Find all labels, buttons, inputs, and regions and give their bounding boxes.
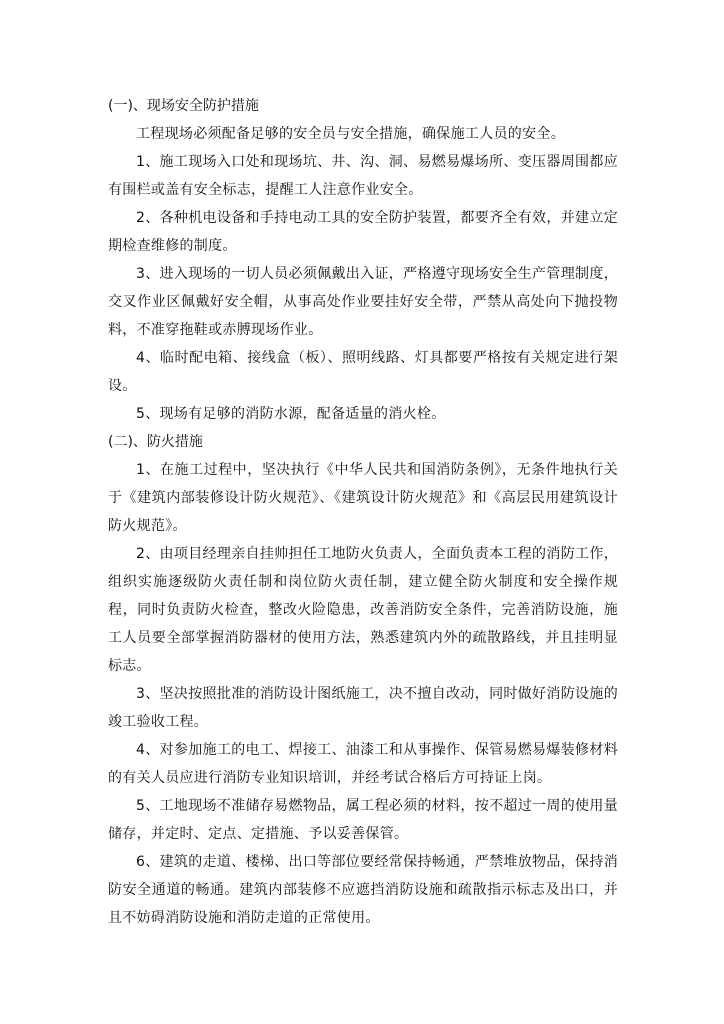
- paragraph: 5、现场有足够的消防水源，配备适量的消火栓。: [136, 406, 446, 422]
- paragraph: 2、各种机电设备和手持电动工具的安全防护装置，都要齐全有效，并建立定期检查维修的制度。: [108, 210, 618, 254]
- paragraph: 工程现场必须配备足够的安全员与安全措施，确保施工人员的安全。: [136, 126, 565, 142]
- paragraph: 4、对参加施工的电工、焊接工、油漆工和从事操作、保管易燃易爆装修材料的有关人员应进行消防专业知识培训，并经考试合格后方可持证上岗。: [108, 742, 618, 786]
- paragraph: 5、工地现场不准储存易燃物品，属工程必须的材料，按不超过一周的使用量储存，并定时、定点、定措施、予以妥善保管。: [108, 798, 618, 842]
- document-body: [108, 92, 618, 932]
- paragraph: 1、在施工过程中，坚决执行《中华人民共和国消防条例》，无条件地执行关于《建筑内部装修设计防火规范》、《建筑设计防火规范》和《高层民用建筑设计防火规范》。: [108, 462, 618, 534]
- section-heading-site-safety: (一)、现场安全防护措施: [108, 98, 259, 114]
- paragraph: 1、施工现场入口处和现场坑、井、沟、洞、易燃易爆场所、变压器周围都应有围栏或盖有安全标志，提醒工人注意作业安全。: [108, 154, 618, 198]
- paragraph: 4、临时配电箱、接线盒（板）、照明线路、灯具都要严格按有关规定进行架设。: [108, 350, 618, 394]
- paragraph: 6、建筑的走道、楼梯、出口等部位要经常保持畅通，严禁堆放物品，保持消防安全通道的畅通。建筑内部装修不应遮挡消防设施和疏散指示标志及出口，并且不妨碍消防设施和消防走道的正常使用。: [108, 854, 618, 926]
- paragraph: 3、坚决按照批准的消防设计图纸施工，决不擅自改动，同时做好消防设施的竣工验收工程。: [108, 686, 618, 730]
- section-heading-fire-prevention: (二)、防火措施: [108, 434, 203, 450]
- paragraph: 3、进入现场的一切人员必须佩戴出入证，严格遵守现场安全生产管理制度，交叉作业区佩戴好安全帽，从事高处作业要挂好安全带，严禁从高处向下抛投物料，不准穿拖鞋或赤膊现场作业。: [108, 266, 618, 338]
- paragraph: 2、由项目经理亲自挂帅担任工地防火负责人，全面负责本工程的消防工作，组织实施逐级防火责任制和岗位防火责任制，建立健全防火制度和安全操作规程，同时负责防火检查，整改火险隐患，改善消防安全条件，完善消防设施，施工人员要全部掌握消防器材的使用方法，熟悉建筑内外的疏散路线，并且挂明显标志。: [108, 546, 618, 674]
